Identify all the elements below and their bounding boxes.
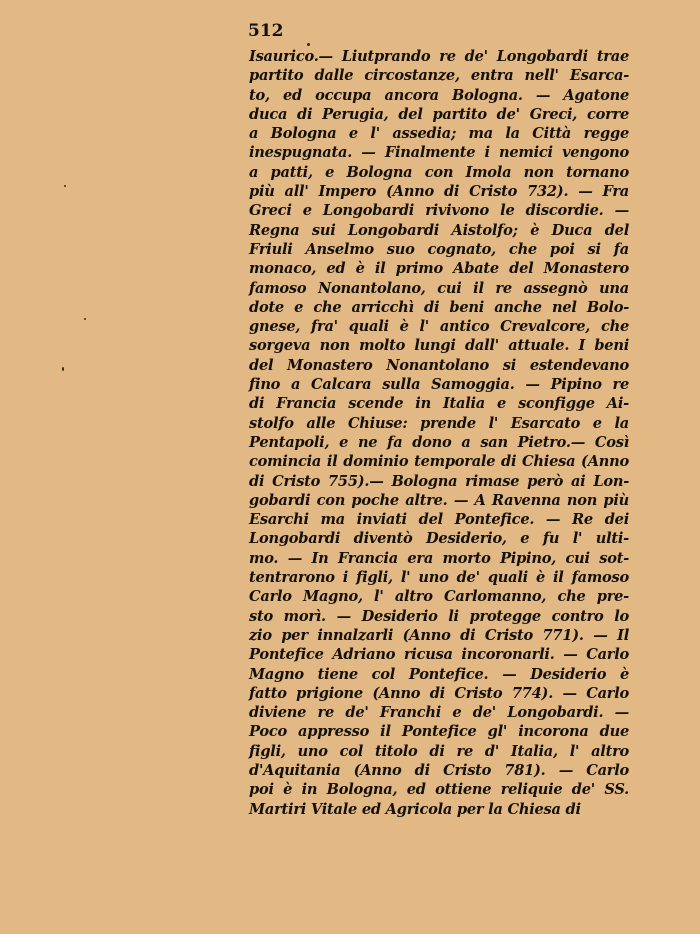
text-line: diviene re de' Franchi e de' Longobardi. — [249, 704, 629, 722]
text-line: gobardi con poche altre. — A Ravenna non più [249, 491, 629, 509]
ink-speck [84, 318, 86, 320]
text-line: monaco, ed è il primo Abate del Monastero [249, 260, 629, 278]
text-line: gnese, fra' quali è l' antico Crevalcore, che [249, 318, 629, 336]
text-line: sto morì. — Desiderio li protegge contro lo [249, 607, 629, 625]
text-line: Longobardi diventò Desiderio, e fu l' ulti- [249, 530, 629, 548]
text-line: fatto prigione (Anno di Cristo 774). — Carlo [249, 684, 629, 702]
text-line: Martiri Vitale ed Agricola per la Chiesa di [249, 800, 581, 818]
page-number: 512 [248, 21, 284, 41]
text-line: Pentapoli, e ne fa dono a san Pietro.— Così [249, 433, 629, 451]
text-line: d'Aquitania (Anno di Cristo 781). — Carlo [249, 761, 629, 779]
ink-speck [64, 185, 66, 187]
text-line: dote e che arricchì di beni anche nel Bolo- [249, 298, 629, 316]
text-line: fino a Calcara sulla Samoggia. — Pipino re [249, 376, 629, 394]
text-line: sorgeva non molto lungi dall' attuale. I beni [249, 337, 629, 355]
text-line: zio per innalzarli (Anno di Cristo 771). — Il [249, 626, 629, 644]
text-line: stolfo alle Chiuse: prende l' Esarcato e la [249, 414, 629, 432]
text-line: poi è in Bologna, ed ottiene reliquie de' SS. [249, 781, 629, 799]
text-line: di Cristo 755).— Bologna rimase però ai Lon- [249, 472, 629, 490]
text-line: a patti, e Bologna con Imola non tornano [249, 163, 629, 181]
text-line: del Monastero Nonantolano si estendevano [249, 356, 629, 374]
text-line: to, ed occupa ancora Bologna. — Agatone [249, 86, 629, 104]
ink-speck [307, 43, 310, 46]
text-line: Regna sui Longobardi Aistolfo; è Duca del [249, 221, 629, 239]
text-line: duca di Perugia, del partito de' Greci, corre [249, 105, 629, 123]
text-line: Carlo Magno, l' altro Carlomanno, che pre- [249, 588, 629, 606]
text-line: mo. — In Francia era morto Pipino, cui sot- [249, 549, 629, 567]
body-text [249, 47, 629, 819]
text-line: Greci e Longobardi rivivono le discordie. — [249, 202, 629, 220]
text-line: Isaurico.— Liutprando re de' Longobardi trae [249, 48, 629, 65]
text-line: inespugnata. — Finalmente i nemici vengono [249, 144, 629, 162]
text-line: famoso Nonantolano, cui il re assegnò una [249, 279, 629, 297]
text-line: Poco appresso il Pontefice gl' incorona due [249, 723, 629, 741]
text-line: Friuli Anselmo suo cognato, che poi si fa [249, 240, 629, 258]
text-line: di Francia scende in Italia e sconfigge Ai- [249, 395, 629, 413]
text-line: figli, uno col titolo di re d' Italia, l' altro [249, 742, 629, 760]
text-line: comincia il dominio temporale di Chiesa (Anno [249, 453, 629, 471]
ink-speck [62, 367, 64, 371]
text-line: partito dalle circostanze, entra nell' Esarca- [249, 67, 629, 85]
text-line: Pontefice Adriano ricusa incoronarli. — Carlo [249, 646, 629, 664]
text-line: Esarchi ma inviati del Pontefice. — Re dei [249, 511, 629, 529]
text-line: Magno tiene col Pontefice. — Desiderio è [249, 665, 629, 683]
text-line: più all' Impero (Anno di Cristo 732). — Fra [249, 183, 629, 201]
text-line: tentrarono i figli, l' uno de' quali è il famoso [249, 569, 629, 587]
text-line: a Bologna e l' assedia; ma la Città regge [249, 125, 629, 143]
